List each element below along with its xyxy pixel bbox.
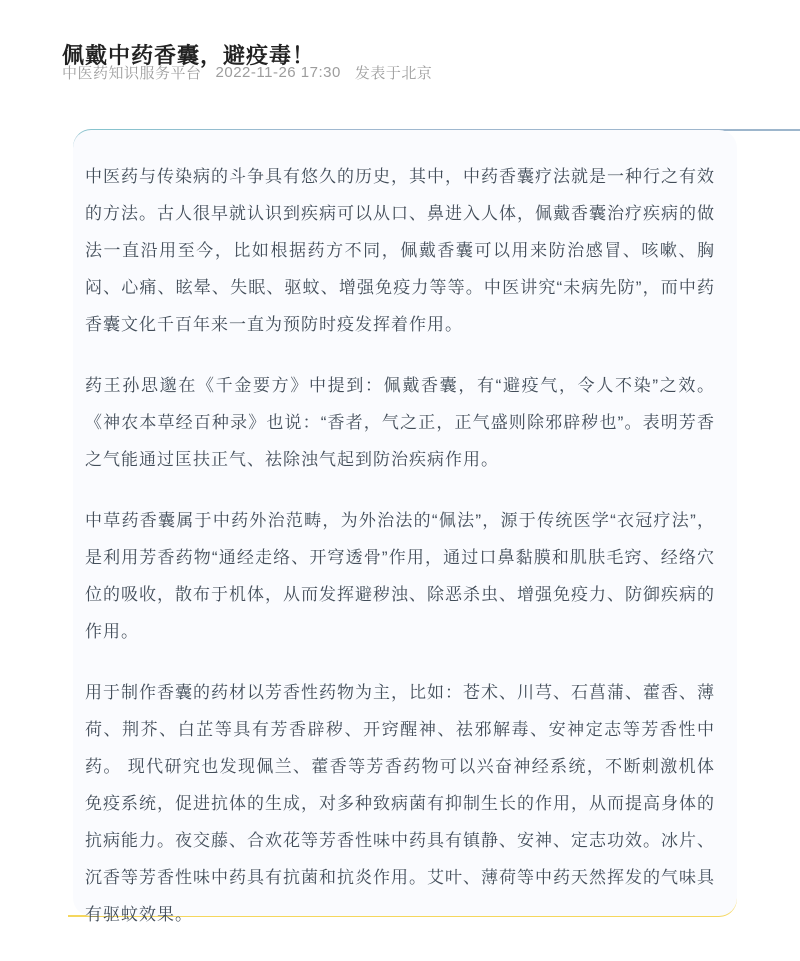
publish-location: 发表于北京	[354, 65, 433, 82]
article-body	[85, 158, 715, 933]
source-account-link[interactable]: 中医药知识服务平台	[62, 65, 202, 82]
article-paragraph: 用于制作香囊的药材以芳香性药物为主，比如：苍术、川芎、石菖蒲、藿香、薄荷、荆芥、白芷等具有芳香辟秽、开窍醒神、祛邪解毒、安神定志等芳香性中药。 现代研究也发现佩兰、藿香等芳香药物可以兴奋神经系统，不断刺激机体免疫系统，促进抗体的生成，对多种致病菌有抑制生长的作用，从而提高身体的抗病能力。夜交藤、合欢花等芳香性味中药具有镇静、安神、定志功效。冰片、沉香等芳香性味中药具有抗菌和抗炎作用。艾叶、薄荷等中药天然挥发的气味具有驱蚊效果。	[85, 683, 715, 924]
article-card	[73, 130, 737, 924]
publish-datetime: 2022-11-26 17:30	[215, 64, 341, 81]
article-paragraph: 药王孙思邈在《千金要方》中提到：佩戴香囊，有“避疫气，令人不染”之效。《神农本草经百种录》也说：“香者，气之正，正气盛则除邪辟秽也”。表明芳香之气能通过匡扶正气、祛除浊气起到防治疾病作用。	[85, 376, 715, 469]
page-title: 佩戴中药香囊，避疫毒！	[62, 42, 316, 68]
article-paragraph: 中医药与传染病的斗争具有悠久的历史，其中，中药香囊疗法就是一种行之有效的方法。古人很早就认识到疾病可以从口、鼻进入人体，佩戴香囊治疗疾病的做法一直沿用至今，比如根据药方不同，佩戴香囊可以用来防治感冒、咳嗽、胸闷、心痛、眩晕、失眠、驱蚊、增强免疫力等等。中医讲究“未病先防”，而中药香囊文化千百年来一直为预防时疫发挥着作用。	[85, 167, 715, 334]
article-paragraph: 中草药香囊属于中药外治范畴，为外治法的“佩法”，源于传统医学“衣冠疗法”，是利用芳香药物“通经走络、开穹透骨”作用，通过口鼻黏膜和肌肤毛窍、经络穴位的吸收，散布于机体，从而发挥避秽浊、除恶杀虫、增强免疫力、防御疾病的作用。	[85, 511, 715, 641]
byline	[62, 62, 432, 83]
